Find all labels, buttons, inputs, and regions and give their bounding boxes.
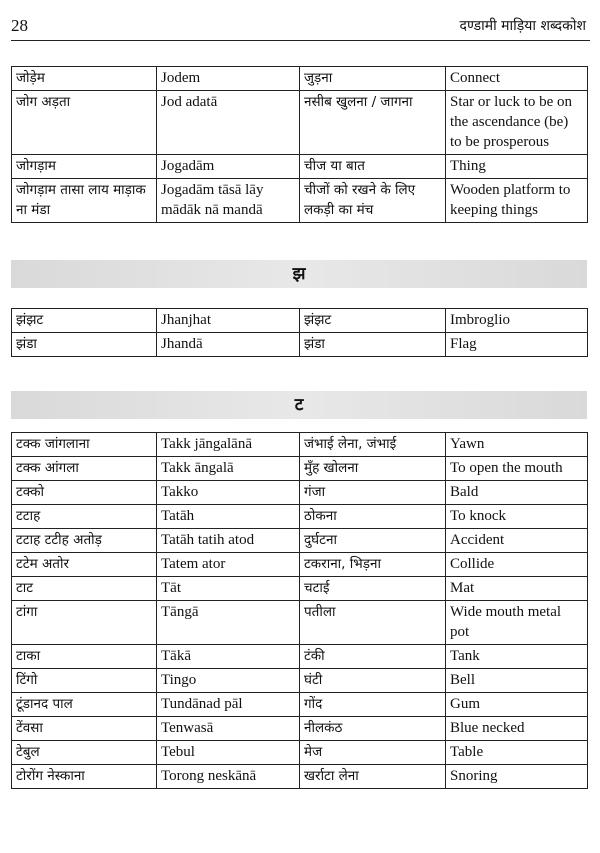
transliteration-cell: Jodem: [157, 67, 300, 91]
english-meaning-cell: Table: [446, 741, 588, 765]
transliteration-cell: Tākā: [157, 645, 300, 669]
madia-word-cell: जोग अड़ता: [12, 91, 157, 155]
table-row: [12, 765, 588, 789]
dictionary-table-ja: [11, 66, 588, 223]
table-row: [12, 309, 588, 333]
english-meaning-cell: Imbroglio: [446, 309, 588, 333]
english-meaning-cell: Connect: [446, 67, 588, 91]
transliteration-cell: Takko: [157, 481, 300, 505]
english-meaning-cell: Wide mouth metal pot: [446, 601, 588, 645]
table-row: [12, 577, 588, 601]
hindi-meaning-cell: जंभाई लेना, जंभाई: [300, 433, 446, 457]
madia-word-cell: टूंडानद पाल: [12, 693, 157, 717]
english-meaning-cell: Wooden platform to keeping things: [446, 179, 588, 223]
table-row: [12, 601, 588, 645]
table-row: [12, 505, 588, 529]
transliteration-cell: Jogadām: [157, 155, 300, 179]
madia-word-cell: टटाह टटीह अतोड़: [12, 529, 157, 553]
hindi-meaning-cell: चटाई: [300, 577, 446, 601]
english-meaning-cell: Tank: [446, 645, 588, 669]
madia-word-cell: टोरोंग नेस्काना: [12, 765, 157, 789]
hindi-meaning-cell: गोंद: [300, 693, 446, 717]
table-row: [12, 645, 588, 669]
header-rule: [11, 40, 590, 41]
hindi-meaning-cell: चीज या बात: [300, 155, 446, 179]
table-row: [12, 693, 588, 717]
table-row: [12, 179, 588, 223]
hindi-meaning-cell: नीलकंठ: [300, 717, 446, 741]
english-meaning-cell: Snoring: [446, 765, 588, 789]
dictionary-table-ta: [11, 432, 588, 789]
table-row: [12, 741, 588, 765]
madia-word-cell: टेंवसा: [12, 717, 157, 741]
transliteration-cell: Jogadām tāsā lāy mādāk nā mandā: [157, 179, 300, 223]
transliteration-cell: Tatāh tatih atod: [157, 529, 300, 553]
transliteration-cell: Takk āngalā: [157, 457, 300, 481]
hindi-meaning-cell: गंजा: [300, 481, 446, 505]
hindi-meaning-cell: मेज: [300, 741, 446, 765]
transliteration-cell: Tatāh: [157, 505, 300, 529]
madia-word-cell: टाट: [12, 577, 157, 601]
section-heading-ta: ट: [11, 391, 587, 419]
madia-word-cell: टेबुल: [12, 741, 157, 765]
table-row: [12, 529, 588, 553]
hindi-meaning-cell: नसीब खुलना / जागना: [300, 91, 446, 155]
english-meaning-cell: To open the mouth: [446, 457, 588, 481]
english-meaning-cell: Blue necked: [446, 717, 588, 741]
english-meaning-cell: Gum: [446, 693, 588, 717]
transliteration-cell: Jhandā: [157, 333, 300, 357]
english-meaning-cell: To knock: [446, 505, 588, 529]
english-meaning-cell: Accident: [446, 529, 588, 553]
dictionary-table-jha: [11, 308, 588, 357]
madia-word-cell: जोगड़ाम तासा लाय माड़ाक ना मंडा: [12, 179, 157, 223]
english-meaning-cell: Yawn: [446, 433, 588, 457]
madia-word-cell: टांगा: [12, 601, 157, 645]
english-meaning-cell: Mat: [446, 577, 588, 601]
table-row: [12, 91, 588, 155]
madia-word-cell: झंझट: [12, 309, 157, 333]
hindi-meaning-cell: जुड़ना: [300, 67, 446, 91]
transliteration-cell: Tatem ator: [157, 553, 300, 577]
table-row: [12, 717, 588, 741]
madia-word-cell: टटाह: [12, 505, 157, 529]
table-row: [12, 433, 588, 457]
madia-word-cell: टिंगो: [12, 669, 157, 693]
table-row: [12, 155, 588, 179]
madia-word-cell: टक्क आंगला: [12, 457, 157, 481]
english-meaning-cell: Bald: [446, 481, 588, 505]
english-meaning-cell: Thing: [446, 155, 588, 179]
transliteration-cell: Jhanjhat: [157, 309, 300, 333]
transliteration-cell: Takk jāngalānā: [157, 433, 300, 457]
hindi-meaning-cell: झंझट: [300, 309, 446, 333]
hindi-meaning-cell: पतीला: [300, 601, 446, 645]
madia-word-cell: जोगड़ाम: [12, 155, 157, 179]
table-row: [12, 481, 588, 505]
hindi-meaning-cell: झंडा: [300, 333, 446, 357]
madia-word-cell: टाका: [12, 645, 157, 669]
page-number: 28: [11, 16, 28, 35]
transliteration-cell: Tāt: [157, 577, 300, 601]
hindi-meaning-cell: टंकी: [300, 645, 446, 669]
hindi-meaning-cell: खर्राटा लेना: [300, 765, 446, 789]
table-row: [12, 457, 588, 481]
madia-word-cell: जोड़ेम: [12, 67, 157, 91]
hindi-meaning-cell: दुर्घटना: [300, 529, 446, 553]
english-meaning-cell: Flag: [446, 333, 588, 357]
transliteration-cell: Jod adatā: [157, 91, 300, 155]
madia-word-cell: टटेम अतोर: [12, 553, 157, 577]
table-row: [12, 67, 588, 91]
madia-word-cell: टक्को: [12, 481, 157, 505]
hindi-meaning-cell: मुँह खोलना: [300, 457, 446, 481]
table-row: [12, 333, 588, 357]
running-head: दण्डामी माड़िया शब्दकोश: [459, 18, 586, 34]
madia-word-cell: झंडा: [12, 333, 157, 357]
transliteration-cell: Tebul: [157, 741, 300, 765]
transliteration-cell: Tundānad pāl: [157, 693, 300, 717]
hindi-meaning-cell: ठोकना: [300, 505, 446, 529]
transliteration-cell: Tingo: [157, 669, 300, 693]
english-meaning-cell: Star or luck to be on the ascendance (be) to be prosperous: [446, 91, 588, 155]
hindi-meaning-cell: चीजों को रखने के लिए लकड़ी का मंच: [300, 179, 446, 223]
table-row: [12, 669, 588, 693]
transliteration-cell: Tenwasā: [157, 717, 300, 741]
madia-word-cell: टक्क जांगलाना: [12, 433, 157, 457]
english-meaning-cell: Bell: [446, 669, 588, 693]
hindi-meaning-cell: घंटी: [300, 669, 446, 693]
transliteration-cell: Torong neskānā: [157, 765, 300, 789]
english-meaning-cell: Collide: [446, 553, 588, 577]
transliteration-cell: Tāngā: [157, 601, 300, 645]
section-heading-jha: झ: [11, 260, 587, 288]
hindi-meaning-cell: टकराना, भिड़ना: [300, 553, 446, 577]
table-row: [12, 553, 588, 577]
